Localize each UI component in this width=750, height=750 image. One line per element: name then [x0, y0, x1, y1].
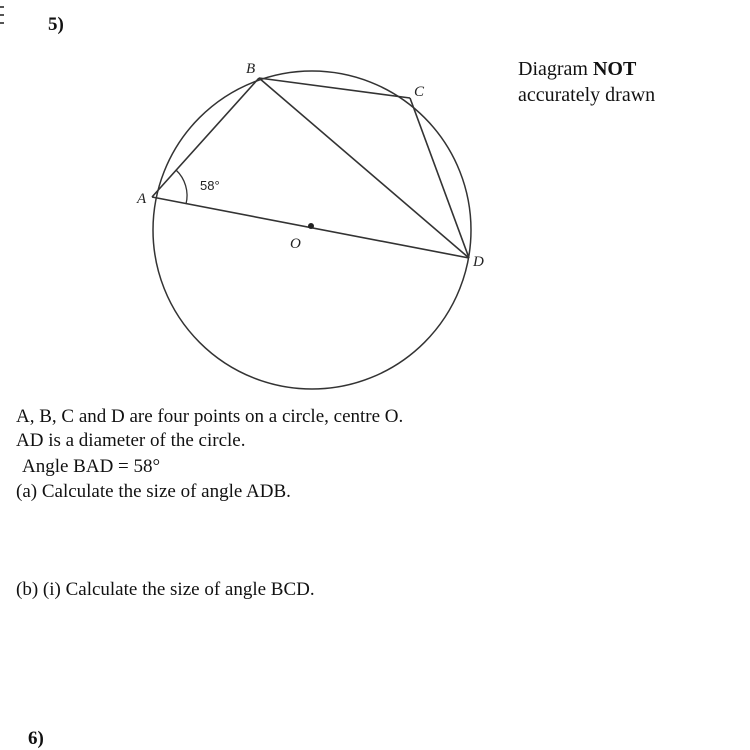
- label-a: A: [137, 191, 147, 207]
- chord-cd: [410, 98, 469, 258]
- note-part1: Diagram: [518, 58, 593, 80]
- question-line-1: A, B, C and D are four points on a circle, centre O.: [16, 406, 404, 427]
- label-b: B: [246, 61, 256, 77]
- label-d: D: [473, 254, 484, 270]
- circle: [153, 71, 471, 389]
- chord-bd: [259, 78, 469, 258]
- centre-dot: [308, 223, 314, 229]
- next-question-number: 6): [28, 728, 44, 749]
- chord-bc: [259, 78, 410, 98]
- label-c: C: [414, 84, 425, 100]
- note-part2: NOT: [592, 58, 637, 80]
- angle-label: 58°: [200, 178, 220, 193]
- question-line-3: Angle BAD = 58°: [22, 456, 161, 477]
- question-number: 5): [48, 14, 64, 35]
- question-part-a: (a) Calculate the size of angle ADB.: [16, 481, 291, 502]
- angle-arc: [176, 170, 187, 204]
- label-o: O: [290, 236, 301, 252]
- question-line-2: AD is a diameter of the circle.: [16, 430, 246, 451]
- question-part-b: (b) (i) Calculate the size of angle BCD.: [16, 579, 315, 600]
- note-part3: accurately drawn: [518, 84, 656, 106]
